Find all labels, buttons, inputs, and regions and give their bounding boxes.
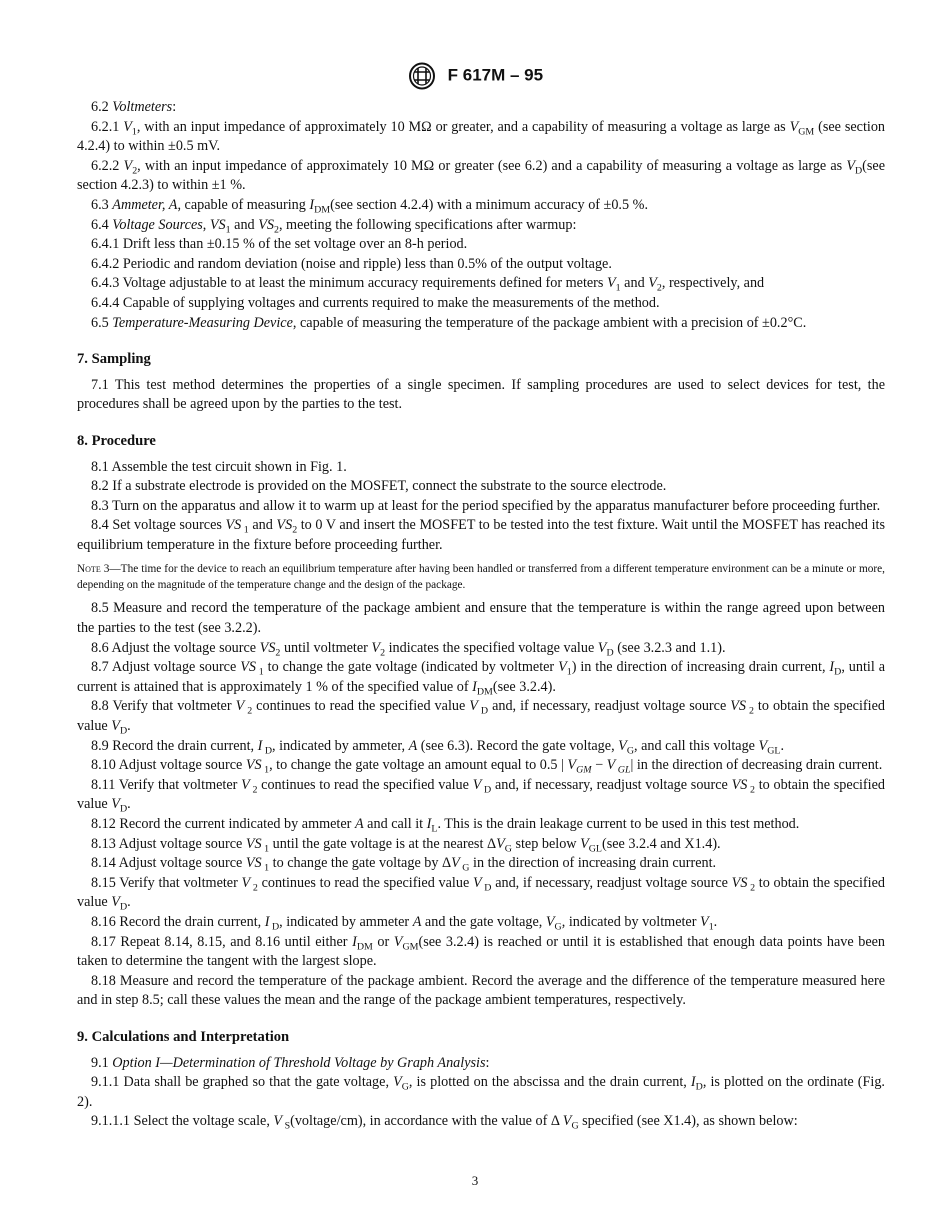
text-run: , respectively, and — [661, 275, 765, 292]
text-run: 6.2.2 — [91, 157, 124, 174]
text-run: A — [408, 737, 418, 754]
text-run: V — [123, 157, 133, 174]
text-run: D — [477, 705, 489, 717]
text-run: 8.1 Assemble the test circuit shown in Fig. 1. — [91, 458, 347, 475]
paragraph — [77, 913, 885, 933]
text-run: VS — [259, 639, 276, 656]
paragraph — [77, 1054, 885, 1074]
text-run: V — [393, 933, 403, 950]
text-run: to change the gate voltage by Δ — [269, 855, 452, 872]
text-run: 2 — [244, 705, 253, 717]
text-run: V — [597, 639, 607, 656]
text-run: VS — [225, 517, 242, 534]
text-run: to 0 V and insert the MOSFET to be tested into the test fixture. Wait until the MOSFET has reached its equilibrium temperature in the fixture before proceeding further. — [77, 517, 885, 553]
text-run: 8.5 Measure and record the temperature of the package ambient and ensure that the temperature is within the range agreed upon between the parties to the test (see 3.2.2). — [77, 600, 885, 637]
section-7 — [77, 376, 885, 415]
paragraph — [77, 216, 885, 236]
text-run: DM — [356, 941, 373, 953]
text-run: , is plotted on the abscissa and the drain current, — [408, 1074, 691, 1091]
paragraph — [77, 255, 885, 275]
section-9 — [77, 1054, 885, 1132]
text-run: V — [371, 639, 381, 656]
text-run: 1 — [241, 524, 249, 536]
text-run: 8.9 Record the drain current, — [91, 737, 258, 754]
document-designation: F 617M – 95 — [447, 65, 544, 85]
text-run: GM — [402, 941, 419, 953]
text-run: (see section 4.2.3) to within ±1 %. — [77, 157, 886, 194]
text-run: V — [123, 118, 132, 135]
text-run: V — [562, 1113, 572, 1130]
text-run: or — [372, 933, 394, 950]
text-run: 6.4.3 Voltage adjustable to at least the minimum accuracy requirements defined for meters — [91, 275, 607, 292]
document-body — [77, 98, 885, 1132]
paragraph — [77, 1112, 885, 1132]
text-run: (voltage/cm), in accordance with the value of Δ — [290, 1113, 563, 1130]
text-run: VS — [731, 776, 748, 793]
text-run: and — [248, 517, 277, 534]
text-run: D — [481, 784, 492, 796]
text-run: − — [591, 757, 607, 774]
paragraph — [77, 737, 885, 757]
section-6 — [77, 98, 885, 333]
text-run: , with an input impedance of approximately 10 MΩ or greater, and a capability of measuring a voltage as large as — [136, 118, 790, 135]
text-run: V — [241, 776, 250, 793]
text-run: D — [262, 745, 273, 757]
text-run: V — [472, 874, 482, 891]
text-run: D — [119, 901, 128, 913]
text-run: 2 — [275, 647, 281, 659]
text-run: indicates the specified voltage value — [385, 639, 598, 656]
text-run: V — [111, 894, 120, 911]
text-run: 6.4.2 Periodic and random deviation (noise and ripple) less than 0.5% of the output voltage. — [91, 255, 612, 272]
text-run: 1 — [261, 843, 270, 855]
paragraph — [77, 274, 885, 294]
text-run: G — [626, 745, 635, 757]
text-run: I — [309, 196, 315, 213]
text-run: 1 — [261, 764, 270, 776]
text-run: V — [846, 157, 855, 174]
text-run: . — [127, 894, 131, 911]
text-run: 8.15 Verify that voltmeter — [91, 874, 242, 891]
text-run: I — [829, 659, 835, 676]
text-run: D — [119, 725, 128, 737]
text-run: V — [111, 796, 120, 813]
text-run: 1 — [708, 921, 714, 933]
text-run: , with an input impedance of approximately 10 MΩ or greater (see 6.2) and a capability of measuring a voltage as large as — [137, 157, 847, 174]
text-run: VS — [209, 216, 226, 233]
text-run: VS — [730, 698, 747, 715]
text-run: VS — [240, 659, 256, 676]
text-run: V — [469, 698, 478, 715]
text-run: GL — [588, 843, 602, 855]
text-run: and call it — [363, 816, 427, 832]
text-run: DM — [314, 204, 331, 216]
text-run: Option I—Determination of Threshold Voltage by Graph Analysis — [112, 1054, 486, 1071]
text-run: , to change the gate voltage an amount equal to 0.5 | — [269, 757, 568, 774]
page-header — [0, 62, 950, 90]
text-run: 6.4.4 Capable of supplying voltages and currents required to make the measurements of the method. — [91, 294, 660, 311]
text-run: 2 — [250, 882, 258, 894]
paragraph — [77, 458, 885, 478]
text-run: | in the direction of decreasing drain current. — [630, 757, 883, 774]
section-7-heading: 7. Sampling — [77, 351, 151, 368]
paragraph — [77, 516, 885, 555]
text-run: GM — [798, 126, 815, 138]
text-run: 8.12 Record the current indicated by ammeter — [91, 816, 355, 832]
paragraph — [77, 972, 885, 1011]
paragraph — [77, 874, 885, 913]
text-run: A — [354, 816, 364, 832]
paragraph — [77, 658, 885, 697]
text-run: (see 3.2.4). — [492, 678, 556, 695]
text-run: (see section 4.2.4) with a minimum accuracy of ±0.5 %. — [330, 196, 648, 213]
text-run: until voltmeter — [280, 639, 372, 656]
text-run: V — [758, 737, 768, 754]
text-run: 8.3 Turn on the apparatus and allow it to warm up at least for the period specified by the apparatus manufacturer before proceeding further. — [91, 497, 881, 514]
text-run: A — [412, 913, 422, 930]
text-run: 9.1 — [91, 1054, 113, 1071]
text-run: GL — [615, 764, 631, 776]
paragraph — [77, 776, 885, 815]
text-run: 8.16 Record the drain current, — [91, 913, 265, 930]
text-run: in the direction of increasing drain current. — [469, 855, 717, 872]
text-run: DM — [476, 686, 493, 698]
text-run: to obtain the specified value — [77, 776, 885, 813]
text-run: , capable of measuring the temperature of the package ambient with a precision of ±0.2°C. — [292, 314, 807, 331]
text-run: 8.7 Adjust voltage source — [91, 659, 241, 676]
text-run: 8.8 Verify that voltmeter — [91, 698, 236, 715]
text-run: 8.17 Repeat 8.14, 8.15, and 8.16 until either — [91, 933, 353, 950]
text-run: V — [567, 757, 577, 774]
text-run: and, if necessary, readjust voltage source — [491, 776, 732, 793]
text-run: and, if necessary, readjust voltage source — [491, 874, 732, 891]
text-run: 9.1.1.1 Select the voltage scale, — [91, 1113, 274, 1130]
section-8-heading: 8. Procedure — [77, 432, 156, 449]
text-run: VS — [245, 855, 262, 872]
text-run: V — [558, 659, 567, 676]
text-run: V — [472, 776, 482, 793]
text-run: . — [713, 913, 718, 930]
paragraph — [77, 933, 885, 972]
text-run: I — [472, 678, 477, 695]
text-run: V — [273, 1113, 283, 1130]
text-run: 2 — [747, 882, 756, 894]
text-run: 9.1.1 Data shall be graphed so that the gate voltage, — [91, 1074, 394, 1091]
text-run: V — [606, 757, 616, 774]
text-run: and — [230, 216, 259, 233]
text-run: D — [481, 882, 492, 894]
text-run: I — [690, 1074, 696, 1091]
text-run: GM — [576, 764, 592, 776]
text-run: V — [789, 118, 799, 135]
text-run: VS — [245, 835, 262, 852]
text-run: D — [834, 666, 842, 678]
paragraph — [77, 235, 885, 255]
text-run: 1 — [131, 126, 137, 138]
text-run: 6.5 — [91, 314, 113, 331]
text-run: 2 — [656, 282, 662, 294]
text-run: V — [545, 913, 555, 930]
text-run: 1 — [615, 282, 621, 294]
text-run: Ammeter, A — [112, 196, 178, 213]
text-run: I — [257, 737, 263, 754]
text-run: Temperature-Measuring Device — [112, 314, 293, 331]
section-8b — [77, 599, 885, 1010]
text-run: , indicated by ammeter — [279, 913, 413, 930]
astm-logo-icon — [407, 62, 437, 90]
text-run: I — [264, 913, 270, 930]
text-run: V — [496, 835, 505, 852]
paragraph — [77, 756, 885, 776]
text-run: (see 6.3). Record the gate voltage, — [417, 737, 619, 754]
paragraph — [77, 835, 885, 855]
text-run: V — [235, 698, 245, 715]
paragraph — [77, 815, 885, 835]
note-label: Note — [77, 563, 101, 576]
text-run: G — [401, 1081, 409, 1093]
text-run: G — [554, 921, 562, 933]
text-run: I — [426, 816, 432, 832]
text-run: until the gate voltage is at the nearest Δ — [269, 835, 497, 852]
note-text: 3—The time for the device to reach an equilibrium temperature after having been handled or transferred from a different temperature environment can be a minute or more, depending on the magnitude of the temperature change and the design of the package. — [77, 563, 885, 591]
text-run: . — [780, 737, 784, 754]
text-run: V — [241, 874, 251, 891]
text-run: . — [127, 796, 131, 813]
text-run: 6.4.1 Drift less than ±0.15 % of the set voltage over an 8-h period. — [91, 236, 468, 253]
text-run: V — [648, 275, 657, 292]
section-8a — [77, 458, 885, 556]
paragraph — [77, 497, 885, 517]
text-run: , until a current is attained that is approximately 1 % of the specified value of — [77, 659, 885, 695]
text-run: 6.2 — [91, 99, 113, 115]
text-run: Voltage Sources — [112, 216, 203, 233]
text-run: continues to read the specified value — [257, 776, 473, 793]
paragraph — [77, 854, 885, 874]
text-run: to change the gate voltage (indicated by voltmeter — [263, 659, 559, 676]
text-run: . — [127, 718, 131, 735]
text-run: to obtain the specified value — [77, 874, 885, 911]
text-run: and — [620, 275, 649, 292]
text-run: , meeting the following specifications after warmup: — [278, 216, 577, 233]
text-run: 1 — [566, 666, 572, 678]
text-run: 8.11 Verify that voltmeter — [91, 776, 242, 793]
text-run: 6.3 — [91, 196, 113, 213]
text-run: and, if necessary, readjust voltage source — [488, 698, 731, 715]
text-run: 1 — [225, 224, 231, 236]
paragraph — [77, 599, 885, 638]
text-run: , capable of measuring — [177, 196, 310, 213]
text-run: continues to read the specified value — [252, 698, 470, 715]
text-run: D — [119, 803, 128, 815]
text-run: (see 3.2.4 and X1.4). — [602, 835, 721, 852]
text-run: : — [172, 99, 177, 115]
text-run: V — [618, 737, 627, 754]
text-run: step below — [511, 835, 581, 852]
text-run: GL — [767, 745, 781, 757]
text-run: , indicated by voltmeter — [561, 913, 701, 930]
text-run: 2 — [380, 647, 386, 659]
paragraph — [77, 157, 885, 196]
note-3 — [77, 562, 885, 593]
text-run: V — [111, 718, 120, 735]
text-run: 2 — [747, 784, 755, 796]
text-run: ) in the direction of increasing drain current, — [571, 659, 830, 676]
text-run: 1 — [255, 666, 264, 678]
text-run: D — [269, 921, 280, 933]
text-run: G — [504, 843, 512, 855]
text-run: and the gate voltage, — [421, 913, 546, 930]
text-run: to obtain the specified value — [77, 698, 885, 735]
page-number: 3 — [471, 1173, 479, 1188]
section-9-heading: 9. Calculations and Interpretation — [77, 1028, 290, 1045]
paragraph — [77, 118, 885, 157]
paragraph — [77, 98, 885, 118]
text-run: V — [606, 275, 616, 292]
text-run: continues to read the specified value — [257, 874, 473, 891]
text-run: 2 — [273, 224, 279, 236]
text-run: V — [451, 855, 460, 872]
paragraph — [77, 639, 885, 659]
text-run: (see 3.2.3 and 1.1). — [613, 639, 726, 656]
text-run: 7.1 This test method determines the properties of a single specimen. If sampling procedures are used to select devices for test, the procedures shall be agreed upon by the parties to the test. — [77, 376, 885, 413]
text-run: D — [855, 165, 863, 177]
text-run: 1 — [261, 862, 270, 874]
text-run: VS — [258, 216, 274, 233]
text-run: , — [202, 216, 210, 233]
text-run: 8.14 Adjust voltage source — [91, 855, 246, 872]
text-run: 8.6 Adjust the voltage source — [91, 639, 260, 656]
text-run: , is plotted on the ordinate (Fig. 2). — [77, 1074, 885, 1110]
text-run: (see 3.2.4) is reached or until it is established that enough data points have been taken to determine the tangent with the largest slope. — [77, 933, 886, 970]
text-run: , and call this voltage — [634, 737, 759, 754]
text-run: VS — [276, 517, 293, 534]
text-run: VS — [245, 757, 262, 774]
paragraph — [77, 1073, 885, 1112]
text-run: 8.13 Adjust voltage source — [91, 835, 246, 852]
text-run: Voltmeters — [112, 99, 173, 115]
text-run: VS — [731, 874, 748, 891]
paragraph — [77, 697, 885, 736]
paragraph — [77, 376, 885, 415]
text-run: V — [393, 1074, 402, 1091]
text-run: 2 — [249, 784, 258, 796]
paragraph — [77, 196, 885, 216]
text-run: G — [459, 862, 470, 874]
text-run: (see section 4.2.4) to within ±0.5 mV. — [77, 118, 886, 155]
text-run: S — [282, 1120, 291, 1132]
text-run: 6.2.1 — [91, 118, 124, 135]
text-run: I — [352, 933, 357, 950]
paragraph — [77, 477, 885, 497]
text-run: 8.18 Measure and record the temperature of the package ambient. Record the average and the difference of the temperature measured here and in step 8.5; call these values the mean and the range of the package ambient temperatures, respectively. — [77, 972, 885, 1009]
text-run: 2 — [746, 705, 754, 717]
text-run: D — [606, 647, 614, 659]
paragraph — [77, 314, 885, 334]
text-run: 8.4 Set voltage sources — [91, 517, 226, 534]
text-run: D — [695, 1081, 703, 1093]
text-run: V — [580, 835, 589, 852]
text-run: 2 — [292, 524, 298, 536]
text-run: . This is the drain leakage current to be used in this test method. — [437, 816, 800, 832]
text-run: , indicated by ammeter, — [272, 737, 409, 754]
paragraph — [77, 294, 885, 314]
text-run: 8.2 If a substrate electrode is provided on the MOSFET, connect the substrate to the source electrode. — [91, 478, 667, 495]
text-run: specified (see X1.4), as shown below: — [578, 1113, 798, 1130]
text-run: 6.4 — [91, 216, 113, 233]
text-run: G — [571, 1120, 579, 1132]
text-run: : — [485, 1054, 490, 1071]
text-run: 2 — [132, 165, 138, 177]
text-run: L — [431, 823, 438, 835]
text-run: 8.10 Adjust voltage source — [91, 757, 246, 774]
text-run: V — [700, 913, 709, 930]
